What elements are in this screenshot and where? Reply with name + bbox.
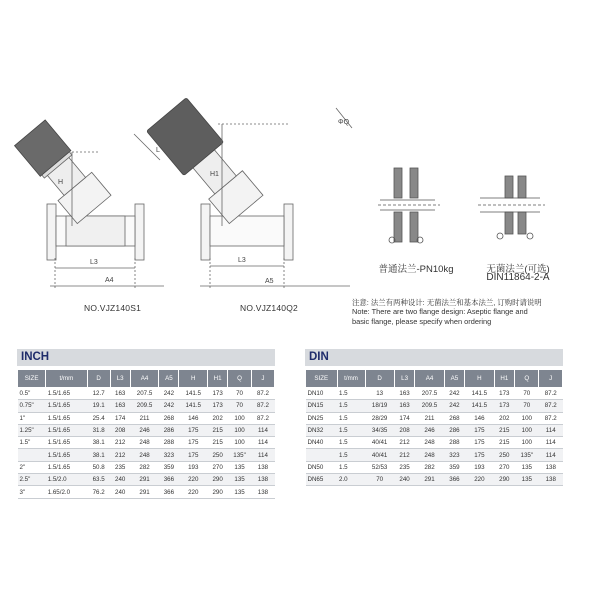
inch-table-cell: 366 bbox=[159, 474, 179, 486]
inch-table-cell: 31.8 bbox=[87, 424, 110, 436]
standard-flange-caption: 普通法兰-PN10kg bbox=[378, 264, 454, 275]
din-table-cell: 174 bbox=[394, 412, 415, 424]
inch-table-cell: 38.1 bbox=[87, 449, 110, 461]
din-table-cell: 114 bbox=[539, 437, 563, 449]
inch-header-cell: Q bbox=[228, 370, 252, 388]
inch-table-cell: 138 bbox=[251, 461, 274, 473]
din-table-cell: DN25 bbox=[306, 412, 338, 424]
din-table-cell: 1.5 bbox=[337, 424, 365, 436]
din-table-cell: 366 bbox=[444, 474, 465, 486]
dim-l: L bbox=[156, 147, 160, 154]
din-header-cell: A4 bbox=[415, 370, 444, 388]
inch-table-cell: 1.5/1.65 bbox=[46, 437, 87, 449]
inch-table-cell: 250 bbox=[208, 449, 228, 461]
din-table-cell: 250 bbox=[494, 449, 515, 461]
din-header-cell: D bbox=[365, 370, 394, 388]
inch-table-cell: 1.5/1.65 bbox=[46, 400, 87, 412]
inch-table-cell: 114 bbox=[251, 424, 274, 436]
din-table-cell: DN10 bbox=[306, 388, 338, 400]
din-table-cell: 248 bbox=[415, 449, 444, 461]
din-table-cell: 138 bbox=[539, 474, 563, 486]
inch-table-cell: 240 bbox=[110, 474, 130, 486]
inch-table-cell: 70 bbox=[228, 388, 252, 400]
inch-table-cell: 163 bbox=[110, 388, 130, 400]
inch-table-cell: 76.2 bbox=[87, 486, 110, 498]
din-table-cell: 70 bbox=[515, 400, 539, 412]
inch-header-cell: H1 bbox=[208, 370, 228, 388]
table-row bbox=[306, 437, 563, 449]
din-table-cell: 100 bbox=[515, 424, 539, 436]
din-header-cell: L3 bbox=[394, 370, 415, 388]
din-table-cell: 1.5 bbox=[337, 437, 365, 449]
inch-table-cell: 282 bbox=[130, 461, 159, 473]
din-table-cell: 235 bbox=[394, 461, 415, 473]
inch-table-cell: 87.2 bbox=[251, 400, 274, 412]
din-table-cell: 114 bbox=[539, 449, 563, 461]
inch-table-cell: 270 bbox=[208, 461, 228, 473]
table-row bbox=[18, 412, 275, 424]
din-table-cell: 13 bbox=[365, 388, 394, 400]
din-table-cell: 40/41 bbox=[365, 437, 394, 449]
inch-header-cell: SIZE bbox=[18, 370, 46, 388]
inch-table-cell: 135" bbox=[228, 449, 252, 461]
din-header-cell: H bbox=[465, 370, 494, 388]
inch-table-cell: 173 bbox=[208, 388, 228, 400]
model-label-right: NO.VJZ140Q2 bbox=[240, 303, 298, 313]
inch-header-cell: L3 bbox=[110, 370, 130, 388]
din-table-cell: 40/41 bbox=[365, 449, 394, 461]
inch-table-cell: 242 bbox=[159, 400, 179, 412]
inch-table-cell: 235 bbox=[110, 461, 130, 473]
din-table-cell: 175 bbox=[465, 449, 494, 461]
table-row bbox=[306, 388, 563, 400]
din-table-cell: 1.5 bbox=[337, 400, 365, 412]
din-table-cell: 114 bbox=[539, 424, 563, 436]
ordering-note bbox=[352, 298, 588, 326]
din-table-cell: 52/53 bbox=[365, 461, 394, 473]
inch-table-cell: 359 bbox=[159, 461, 179, 473]
inch-table bbox=[17, 369, 275, 499]
din-table-cell: 34/35 bbox=[365, 424, 394, 436]
table-row bbox=[18, 486, 275, 498]
inch-table-cell bbox=[18, 449, 46, 461]
din-table-cell: 220 bbox=[465, 474, 494, 486]
inch-header-cell: J bbox=[251, 370, 274, 388]
inch-table-cell: 114 bbox=[251, 449, 274, 461]
inch-table-cell: 87.2 bbox=[251, 412, 274, 424]
inch-header-cell: D bbox=[87, 370, 110, 388]
note-line-2: Note: There are two flange design: Aseptic flange and bbox=[352, 307, 528, 317]
inch-table-cell: 1.5/1.65 bbox=[46, 449, 87, 461]
din-table-cell: 248 bbox=[415, 437, 444, 449]
inch-table-cell: 114 bbox=[251, 437, 274, 449]
inch-table-cell: 2" bbox=[18, 461, 46, 473]
din-table-cell: 359 bbox=[444, 461, 465, 473]
dim-h: H bbox=[58, 179, 64, 186]
table-row bbox=[306, 474, 563, 486]
dim-q: ΦQ bbox=[338, 119, 350, 126]
inch-table-title: INCH bbox=[17, 349, 275, 366]
inch-table-cell: 193 bbox=[179, 461, 208, 473]
table-row bbox=[18, 400, 275, 412]
inch-table-cell: 202 bbox=[208, 412, 228, 424]
inch-table-cell: 1" bbox=[18, 412, 46, 424]
din-header-cell: t/mm bbox=[337, 370, 365, 388]
din-header-cell: A5 bbox=[444, 370, 465, 388]
table-row bbox=[306, 412, 563, 424]
din-table-cell: 215 bbox=[494, 424, 515, 436]
inch-table-cell: 240 bbox=[110, 486, 130, 498]
din-table-cell: 70 bbox=[515, 388, 539, 400]
inch-table-cell: 288 bbox=[159, 437, 179, 449]
inch-table-cell: 38.1 bbox=[87, 437, 110, 449]
din-table-cell: 323 bbox=[444, 449, 465, 461]
inch-table-cell: 268 bbox=[159, 412, 179, 424]
din-table-cell: 242 bbox=[444, 388, 465, 400]
table-row bbox=[306, 449, 563, 461]
din-table-cell: 100 bbox=[515, 412, 539, 424]
inch-table-cell: 248 bbox=[130, 437, 159, 449]
din-table-cell: 1.5 bbox=[337, 412, 365, 424]
din-table-cell: 135 bbox=[515, 461, 539, 473]
din-table-cell: 87.2 bbox=[539, 400, 563, 412]
din-table-cell bbox=[306, 449, 338, 461]
inch-table-cell: 2.5" bbox=[18, 474, 46, 486]
inch-table-cell: 291 bbox=[130, 474, 159, 486]
inch-table-cell: 135 bbox=[228, 486, 252, 498]
din-table-cell: 1.5 bbox=[337, 461, 365, 473]
din-table-cell: 18/19 bbox=[365, 400, 394, 412]
din-table-cell: 2.0 bbox=[337, 474, 365, 486]
din-table-cell: 135 bbox=[515, 474, 539, 486]
inch-table-cell: 215 bbox=[208, 424, 228, 436]
table-row bbox=[18, 388, 275, 400]
din-table-cell: 100 bbox=[515, 437, 539, 449]
inch-table-cell: 1.5/2.0 bbox=[46, 474, 87, 486]
aseptic-flange-standard: DIN11864-2-A bbox=[486, 272, 550, 283]
din-header-cell: Q bbox=[515, 370, 539, 388]
inch-table-cell: 174 bbox=[110, 412, 130, 424]
inch-table-cell: 175 bbox=[179, 424, 208, 436]
din-table-cell: 215 bbox=[494, 437, 515, 449]
inch-table-cell: 87.2 bbox=[251, 388, 274, 400]
din-table-cell: 87.2 bbox=[539, 388, 563, 400]
din-table-cell: 240 bbox=[394, 474, 415, 486]
inch-table-cell: 248 bbox=[130, 449, 159, 461]
table-row bbox=[306, 400, 563, 412]
din-table-cell: 209.5 bbox=[415, 400, 444, 412]
din-table-cell: 146 bbox=[465, 412, 494, 424]
inch-table-cell: 366 bbox=[159, 486, 179, 498]
note-line-1: 注意: 法兰有两种设计: 无菌法兰和基本法兰, 订购时请说明 bbox=[352, 298, 542, 307]
din-table-cell: 173 bbox=[494, 400, 515, 412]
inch-table-cell: 19.1 bbox=[87, 400, 110, 412]
inch-table-cell: 3" bbox=[18, 486, 46, 498]
table-row bbox=[18, 424, 275, 436]
inch-table-cell: 50.8 bbox=[87, 461, 110, 473]
inch-table-cell: 1.25" bbox=[18, 424, 46, 436]
inch-table-cell: 141.5 bbox=[179, 400, 208, 412]
din-header-cell: SIZE bbox=[306, 370, 338, 388]
din-table-cell: 288 bbox=[444, 437, 465, 449]
din-header-cell: J bbox=[539, 370, 563, 388]
note-line-3: basic flange, please specify when ordering bbox=[352, 316, 492, 326]
din-table-cell: 193 bbox=[465, 461, 494, 473]
inch-header-cell: H bbox=[179, 370, 208, 388]
inch-table-cell: 12.7 bbox=[87, 388, 110, 400]
inch-table-cell: 0.5" bbox=[18, 388, 46, 400]
din-table-cell: 163 bbox=[394, 388, 415, 400]
inch-table-cell: 0.75" bbox=[18, 400, 46, 412]
din-table-cell: DN15 bbox=[306, 400, 338, 412]
din-table-cell: 212 bbox=[394, 437, 415, 449]
din-table-cell: 70 bbox=[365, 474, 394, 486]
din-header-cell: H1 bbox=[494, 370, 515, 388]
din-table-cell: 291 bbox=[415, 474, 444, 486]
inch-table-cell: 1.5/1.65 bbox=[46, 388, 87, 400]
inch-header-cell: A5 bbox=[159, 370, 179, 388]
inch-table-cell: 220 bbox=[179, 486, 208, 498]
inch-table-cell: 175 bbox=[179, 437, 208, 449]
inch-table-cell: 63.5 bbox=[87, 474, 110, 486]
table-row bbox=[306, 424, 563, 436]
din-table-cell: 202 bbox=[494, 412, 515, 424]
inch-table-cell: 246 bbox=[130, 424, 159, 436]
din-table-cell: 135" bbox=[515, 449, 539, 461]
din-table-cell: 163 bbox=[394, 400, 415, 412]
inch-table-cell: 138 bbox=[251, 474, 274, 486]
inch-table-cell: 100 bbox=[228, 424, 252, 436]
table-row bbox=[18, 474, 275, 486]
din-table-cell: 290 bbox=[494, 474, 515, 486]
din-table-cell: 211 bbox=[415, 412, 444, 424]
table-row bbox=[18, 449, 275, 461]
inch-table-cell: 135 bbox=[228, 474, 252, 486]
inch-table-cell: 135 bbox=[228, 461, 252, 473]
inch-table-cell: 290 bbox=[208, 474, 228, 486]
din-table-cell: 268 bbox=[444, 412, 465, 424]
inch-table-cell: 286 bbox=[159, 424, 179, 436]
aseptic-flange-caption: 无菌法兰(可选) bbox=[486, 264, 550, 275]
inch-table-cell: 25.4 bbox=[87, 412, 110, 424]
din-table-cell: 282 bbox=[415, 461, 444, 473]
din-table-cell: DN32 bbox=[306, 424, 338, 436]
din-table-cell: 87.2 bbox=[539, 412, 563, 424]
table-row bbox=[18, 461, 275, 473]
din-table-cell: 173 bbox=[494, 388, 515, 400]
dim-l3-right: L3 bbox=[238, 257, 246, 264]
inch-table-cell: 163 bbox=[110, 400, 130, 412]
dim-a4: A4 bbox=[105, 277, 114, 284]
inch-table-cell: 100 bbox=[228, 412, 252, 424]
din-table-title: DIN bbox=[305, 349, 563, 366]
dim-a5: A5 bbox=[265, 278, 274, 285]
dim-h1: H1 bbox=[210, 171, 219, 178]
inch-table-cell: 209.5 bbox=[130, 400, 159, 412]
inch-table-cell: 290 bbox=[208, 486, 228, 498]
inch-header-cell: A4 bbox=[130, 370, 159, 388]
din-table-cell: 175 bbox=[465, 437, 494, 449]
din-table bbox=[305, 369, 563, 486]
din-table-cell: 1.5 bbox=[337, 449, 365, 461]
inch-table-cell: 207.5 bbox=[130, 388, 159, 400]
din-table-cell: 175 bbox=[465, 424, 494, 436]
din-table-cell: 138 bbox=[539, 461, 563, 473]
din-table-cell: 141.5 bbox=[465, 400, 494, 412]
din-table-cell: 28/29 bbox=[365, 412, 394, 424]
inch-table-cell: 215 bbox=[208, 437, 228, 449]
din-table-cell: DN40 bbox=[306, 437, 338, 449]
din-table-cell: 208 bbox=[394, 424, 415, 436]
din-table-cell: 141.5 bbox=[465, 388, 494, 400]
table-row bbox=[306, 461, 563, 473]
din-table-cell: DN50 bbox=[306, 461, 338, 473]
inch-table-cell: 138 bbox=[251, 486, 274, 498]
din-table-cell: 1.5 bbox=[337, 388, 365, 400]
inch-table-cell: 70 bbox=[228, 400, 252, 412]
inch-table-cell: 175 bbox=[179, 449, 208, 461]
inch-table-cell: 141.5 bbox=[179, 388, 208, 400]
inch-table-cell: 173 bbox=[208, 400, 228, 412]
inch-header-cell: t/mm bbox=[46, 370, 87, 388]
inch-table-cell: 323 bbox=[159, 449, 179, 461]
inch-table-cell: 242 bbox=[159, 388, 179, 400]
inch-table-cell: 146 bbox=[179, 412, 208, 424]
inch-table-cell: 220 bbox=[179, 474, 208, 486]
din-table-cell: 246 bbox=[415, 424, 444, 436]
inch-table-cell: 1.5/1.65 bbox=[46, 461, 87, 473]
table-row bbox=[18, 437, 275, 449]
din-table-cell: 270 bbox=[494, 461, 515, 473]
inch-table-cell: 1.5" bbox=[18, 437, 46, 449]
din-table-cell: 212 bbox=[394, 449, 415, 461]
din-table-cell: 242 bbox=[444, 400, 465, 412]
din-table-cell: 286 bbox=[444, 424, 465, 436]
din-table-cell: DN65 bbox=[306, 474, 338, 486]
din-table-cell: 207.5 bbox=[415, 388, 444, 400]
inch-table-cell: 211 bbox=[130, 412, 159, 424]
inch-table-cell: 100 bbox=[228, 437, 252, 449]
inch-table-cell: 1.5/1.65 bbox=[46, 424, 87, 436]
inch-table-cell: 212 bbox=[110, 437, 130, 449]
inch-table-cell: 212 bbox=[110, 449, 130, 461]
inch-table-cell: 208 bbox=[110, 424, 130, 436]
model-label-left: NO.VJZ140S1 bbox=[84, 303, 142, 313]
inch-table-cell: 1.5/1.65 bbox=[46, 412, 87, 424]
inch-table-cell: 291 bbox=[130, 486, 159, 498]
dim-l3-left: L3 bbox=[90, 259, 98, 266]
inch-table-cell: 1.65/2.0 bbox=[46, 486, 87, 498]
